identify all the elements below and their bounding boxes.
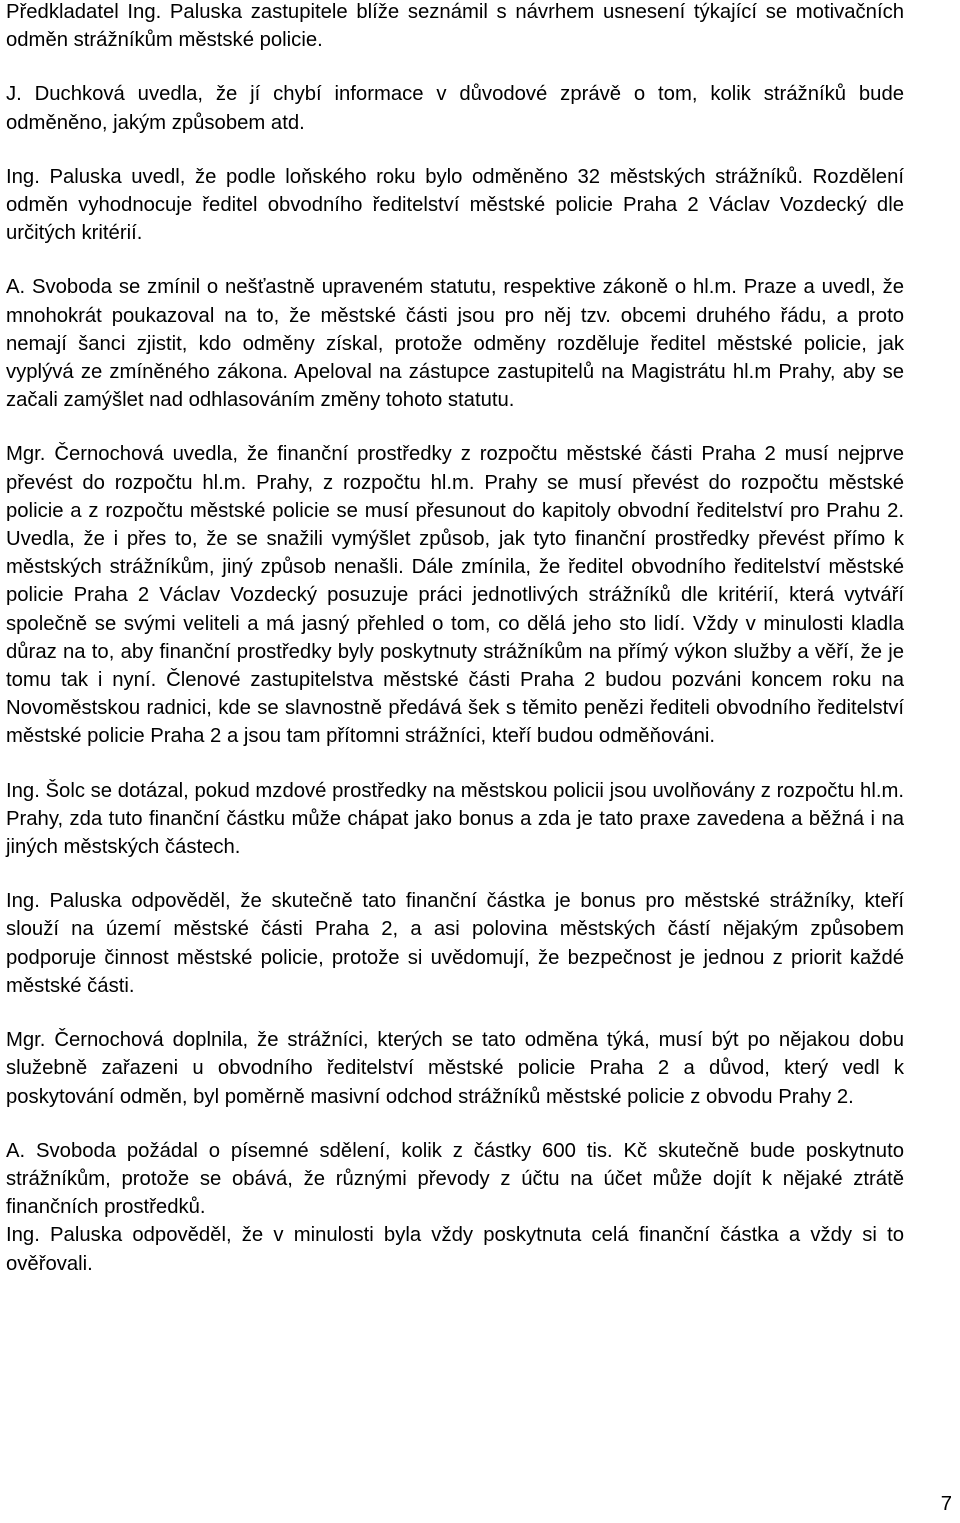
paragraph-paluska-32: Ing. Paluska uvedl, že podle loňského roku bylo odměněno 32 městských strážníků. Rozdělení odměn vyhodnocuje ředitel obvodního ředitelství městské policie Praha 2 Václav Vozdecký dle určitých kritérií. <box>6 165 904 245</box>
paragraph-paluska-answer: Ing. Paluska odpověděl, že v minulosti byla vždy poskytnuta celá finanční částka a vždy si to ověřovali. <box>6 1224 904 1275</box>
paragraph-paluska-bonus: Ing. Paluska odpověděl, že skutečně tato finanční částka je bonus pro městské strážníky, kteří slouží na území městské části Praha 2, a asi polovina městských částí nějakým způsobem podporuje činnost městské policie, protože si uvědomují, že bezpečnost je jednou z priorit každé městské části. <box>6 890 904 997</box>
paragraph-cernochova-addition: Mgr. Černochová doplnila, že strážníci, kterých se tato odměna týká, musí být po nějakou dobu služebně zařazeni u obvodního ředitelství městské policie Praha 2 a důvod, který vedl k poskytování odměn, byl poměrně masivní odchod strážníků městské policie z obvodu Prahy 2. <box>6 1029 904 1108</box>
paragraph-proposal-intro: Předkladatel Ing. Paluska zastupitele blíže seznámil s návrhem usnesení týkající se motivačních odměn strážníkům městské policie. <box>6 1 904 52</box>
paragraph-svoboda-request: A. Svoboda požádal o písemné sdělení, kolik z částky 600 tis. Kč skutečně bude poskytnuto strážníkům, protože se obává, že různými převody z účtu na účet může dojít k nějaké ztrátě finančních prostředků. <box>6 1139 904 1219</box>
paragraph-duchkova: J. Duchková uvedla, že jí chybí informace v důvodové zprávě o tom, kolik strážníků bude odměněno, jakým způsobem atd. <box>6 83 904 134</box>
paragraph-solc-question: Ing. Šolc se dotázal, pokud mzdové prostředky na městskou policii jsou uvolňovány z rozpočtu hl.m. Prahy, zda tuto finanční částku může chápat jako bonus a zda je tato praxe zavedena a běžná i na jiných městských částech. <box>6 779 904 859</box>
document-page <box>6 0 904 1278</box>
page-number: 7 <box>940 1493 952 1515</box>
paragraph-svoboda-statute: A. Svoboda se zmínil o nešťastně upraveném statutu, respektive zákoně o hl.m. Praze a uvedl, že mnohokrát poukazoval na to, že městské části jsou pro něj tzv. obcemi druhého řádu, a proto nemají šanci zjistit, kdo odměny získal, protože odměny rozděluje ředitel městské policie, jak vyplývá ze zmíněného zákona. Apeloval na zástupce zastupitelů na Magistrátu hl.m Prahy, aby se začali zamýšlet nad odhlasováním změny tohoto statutu. <box>6 276 904 412</box>
paragraph-cernochova-funds: Mgr. Černochová uvedla, že finanční prostředky z rozpočtu městské části Praha 2 musí nejprve převést do rozpočtu hl.m. Prahy, z rozpočtu hl.m. Prahy se musí převést do rozpočtu městské policie a z rozpočtu městské policie se musí přesunout do kapitoly obvodní ředitelství pro Prahu 2. Uvedla, že i přes to, že se snažili vymýšlet způsob, jak tyto finanční prostředky převést přímo k městských strážníkům, jiný způsob nenašli. Dále zmínila, že ředitel obvodního ředitelství městské policie Praha 2 Václav Vozdecký posuzuje práci jednotlivých strážníků dle kritérií, která vytváří společně se svými veliteli a má jasný přehled o tom, co dělá jeho sto lidí. Vždy v minulosti kladla důraz na to, aby finanční prostředky byly poskytnuty strážníkům na přímý výkon služby a věří, že je tomu tak i nyní. Členové zastupitelstva městské části Praha 2 budou pozváni koncem roku na Novoměstskou radnici, kde se slavnostně předává šek s těmito penězi řediteli obvodního ředitelství městské policie Praha 2 a jsou tam přítomni strážníci, kteří budou odměňováni. <box>6 443 904 748</box>
